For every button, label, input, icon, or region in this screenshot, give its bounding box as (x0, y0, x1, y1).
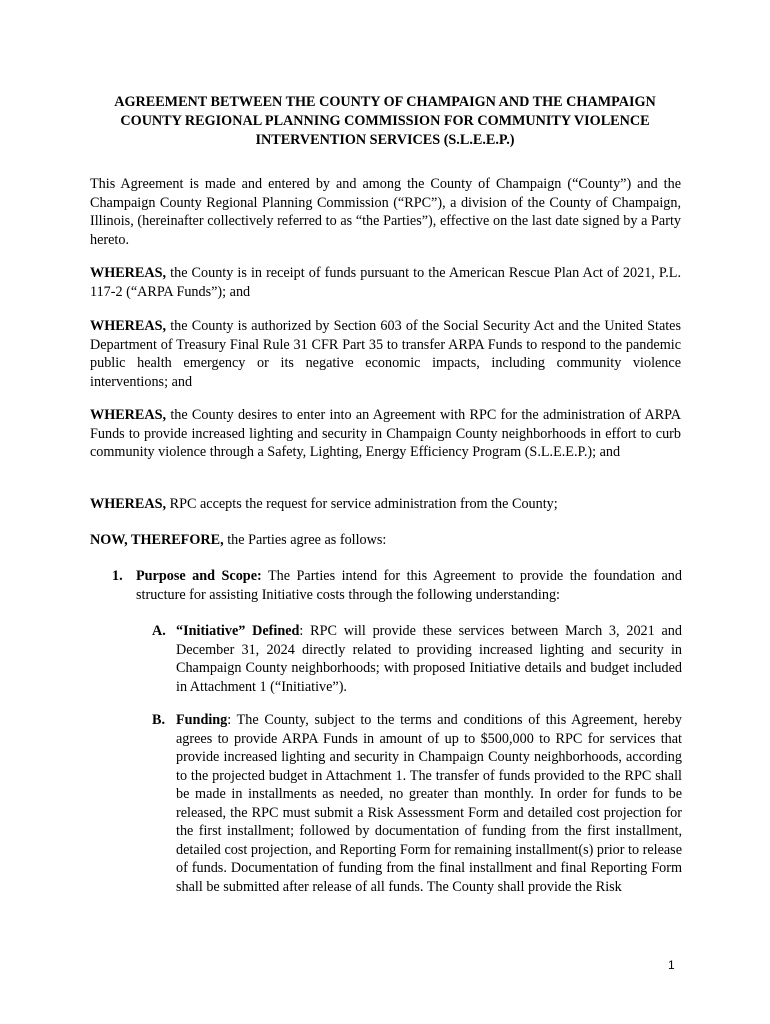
intro-paragraph: This Agreement is made and entered by and among the County of Champaign (“County”) and the Champaign County Regional Planning Commission (“RPC”), a division of the County of Champaign, Illinois, (hereinafter collectively referred to as “the Parties”), effective on the last date signed by a Party hereto. (90, 176, 681, 248)
whereas-paragraph (90, 317, 681, 391)
section-1-purpose-scope (112, 567, 682, 604)
subsection-a-marker: A. (152, 623, 166, 639)
subsection-b-text: : The County, subject to the terms and conditions of this Agreement, hereby agrees to provide ARPA Funds in amount of up to $500,000 to RPC for services that provide increased lighting and security in Champaign County neighborhoods, according to the projected budget in Attachment 1. The transfer of funds provided to the RPC shall be made in installments as needed, no greater than monthly. In order for funds to be released, the RPC must submit a Risk Assessment Form and detailed cost projection for the first installment; followed by documentation of funding from the first installment, detailed cost projection, and Reporting Form for remaining installment(s) prior to release of funds. Documentation of funding from the final installment and final Reporting Form shall be submitted after release of all funds. The County shall provide the Risk (176, 712, 682, 895)
subsection-a-body (176, 622, 682, 696)
subsection-b-heading: Funding (176, 712, 228, 728)
whereas-lead: WHEREAS, (90, 496, 167, 512)
therefore-paragraph (90, 531, 681, 550)
section-1-marker: 1. (112, 568, 123, 584)
subsection-a-initiative (152, 622, 682, 696)
document-title: AGREEMENT BETWEEN THE COUNTY OF CHAMPAIGN AND THE CHAMPAIGN COUNTY REGIONAL PLANNING COMMISSION FOR COMMUNITY VIOLENCE INTERVENTION SERVICES (S.L.E.E.P.) (114, 94, 656, 148)
section-1-heading: Purpose and Scope: (136, 568, 262, 584)
whereas-text: the County is in receipt of funds pursuant to the American Rescue Plan Act of 2021, P.L. 117-2 (“ARPA Funds”); and (90, 265, 681, 300)
subsection-b-funding (152, 711, 682, 896)
whereas-paragraph (90, 264, 681, 301)
whereas-paragraph (90, 495, 681, 514)
whereas-text: RPC accepts the request for service administration from the County; (166, 496, 558, 512)
subsection-b-body (176, 711, 682, 896)
whereas-lead: WHEREAS, (90, 265, 167, 281)
subsection-a-heading: “Initiative” Defined (176, 623, 300, 639)
subsection-b-marker: B. (152, 712, 166, 728)
therefore-lead: NOW, THEREFORE, (90, 532, 224, 548)
section-1-text: The Parties intend for this Agreement to provide the foundation and structure for assisting Initiative costs through the following understanding: (136, 568, 682, 603)
whereas-lead: WHEREAS, (90, 318, 167, 334)
whereas-text: the County is authorized by Section 603 of the Social Security Act and the United States Department of Treasury Final Rule 31 CFR Part 35 to transfer ARPA Funds to respond to the pandemic public health emergency or its negative economic impacts, including community violence interventions; and (90, 318, 681, 390)
whereas-text: the County desires to enter into an Agreement with RPC for the administration of ARPA Funds to provide increased lighting and security in Champaign County neighborhoods in effort to curb community violence through a Safety, Lighting, Energy Efficiency Program (S.L.E.E.P.); and (90, 407, 681, 460)
page-number: 1 (668, 958, 675, 972)
subsection-a-text: : RPC will provide these services between March 3, 2021 and December 31, 2024 directly related to providing increased lighting and security in Champaign County neighborhoods; with proposed Initiative details and budget included in Attachment 1 (“Initiative”). (176, 623, 682, 695)
section-1-body (136, 567, 682, 604)
whereas-lead: WHEREAS, (90, 407, 167, 423)
therefore-text: the Parties agree as follows: (223, 532, 387, 548)
whereas-paragraph (90, 406, 681, 462)
